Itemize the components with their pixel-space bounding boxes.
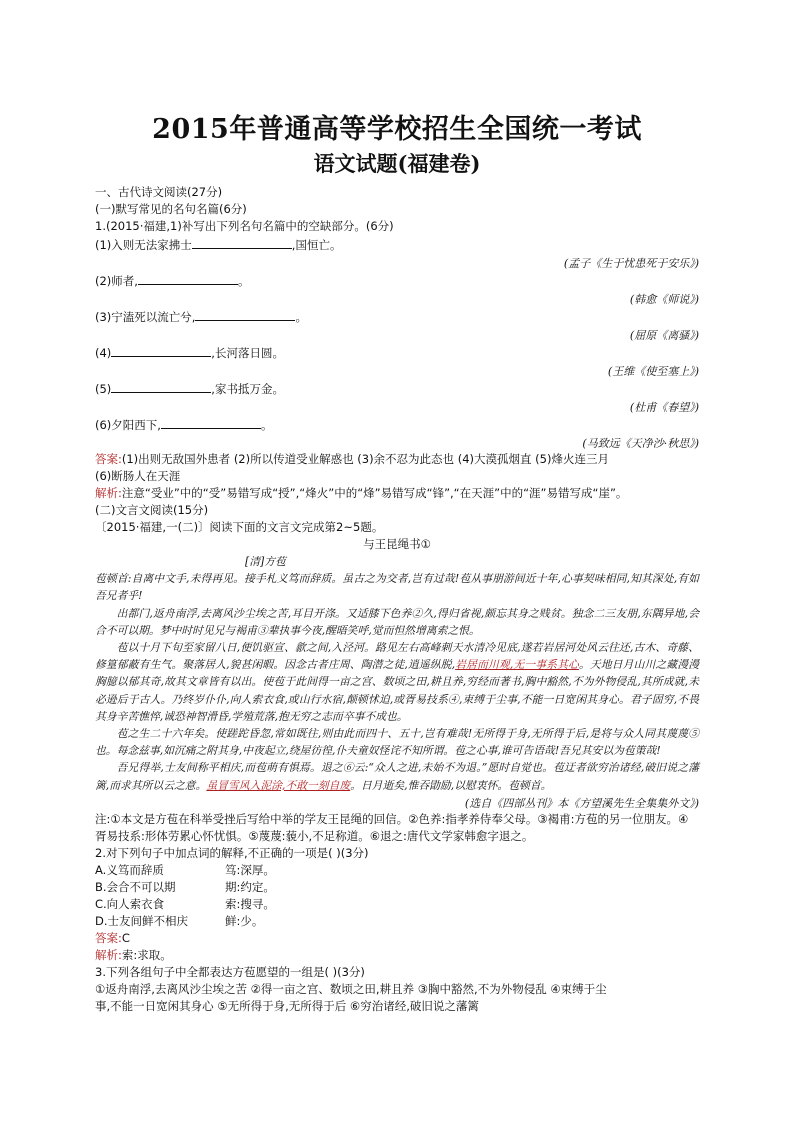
fill-item	[95, 237, 699, 271]
citation: (马致远《天净沙·秋思》)	[582, 437, 699, 450]
highlighted-sentence: 虽冒雪风入泥涂,不敢一刻自废	[206, 778, 351, 792]
explanation-tag: 解析:	[95, 486, 122, 500]
answer-blank[interactable]	[192, 237, 292, 249]
answer-text: C	[121, 930, 130, 945]
option-text: A.义笃而辞质	[95, 862, 164, 877]
question-3-stem: 3.下列各组句子中全都表达方苞愿望的一组是( )(3分)	[95, 964, 365, 979]
essay-source: (选自《四部丛刊》本《方望溪先生全集集外文》)	[464, 796, 699, 810]
fill-prefix: (3)宁溘死以流亡兮,	[95, 310, 196, 324]
fill-suffix: 。	[295, 310, 307, 324]
fill-prefix: (5)	[95, 382, 112, 396]
citation: (韩愈《师说》)	[629, 293, 699, 306]
page-title: 2015年普通高等学校招生全国统一考试	[152, 114, 642, 145]
question-3-items: ①返舟南浮,去离风沙尘埃之苦 ②得一亩之宫、数顷之田,耕且养 ③胸中豁然,不为外物侵乱 ④束缚于尘	[95, 981, 607, 996]
fill-item	[95, 381, 699, 415]
fill-suffix: 。	[260, 418, 273, 432]
part-heading-2: (二)文言文阅读(15分)	[95, 503, 209, 517]
essay-text: 吾兄得举,士友间称平相庆,而苞萌有惧焉。退之⑥云:“众人之进,未始不为退。”愿时自觉也。苞迂者欲穷治诸经,破旧说之藩篱,而求其所以云之意。	[95, 761, 699, 792]
answer-tag: 答案:	[95, 930, 122, 945]
explanation-2	[95, 947, 699, 964]
fill-prefix: (2)师者,	[95, 274, 138, 288]
fill-suffix: ,长河落日圆。	[211, 346, 284, 360]
answer-blank[interactable]	[161, 417, 261, 429]
option-text: B.会合不可以期	[95, 879, 176, 894]
part-2-intro: 〔2015·福建,一(二)〕阅读下面的文言文完成第2~5题。	[95, 520, 384, 534]
explanation-text: 注意“受业”中的“受”易错写成“授”,“烽火”中的“烽”易错写成“锋”,“在天涯”中的“涯”易错写成“崖”。	[121, 486, 628, 500]
option-gloss: 笃:深厚。	[225, 862, 275, 877]
fill-suffix: ,家书抵万金。	[211, 382, 284, 396]
citation: (孟子《生于忧患死于安乐》)	[563, 257, 699, 270]
page-subtitle: 语文试题(福建卷)	[313, 151, 481, 176]
section-heading: 一、古代诗文阅读(27分)	[95, 185, 223, 199]
annotations: 注:①本文是方苞在科举受挫后写给中举的学友王昆绳的回信。②色养:指孝养侍奉父母。③褐甫:方苞的另一位朋友。④胥易技系:形体劳累心怀忧惧。⑤蔑蔑:藐小,不足称道。⑥退之:唐代文学家韩愈字退之。	[95, 811, 689, 843]
fill-prefix: (6)夕阳西下,	[95, 418, 161, 432]
essay-author: [清]方苞	[245, 555, 286, 568]
option-text: C.向人索衣食	[95, 896, 165, 911]
answer-blank[interactable]	[138, 273, 238, 285]
essay-text: 。日月逝矣,惟吞勖励,以慰衷怀。苞顿首。	[350, 778, 552, 792]
exam-page	[95, 112, 699, 1015]
option-text: D.士友间鲜不相庆	[95, 913, 189, 928]
option-c[interactable]	[95, 896, 699, 913]
fill-blank-list	[95, 237, 699, 451]
answer-text: (1)出则无敌国外患者 (2)所以传道受业解惑也 (3)余不忍为此态也 (4)大漠孤烟直 (5)烽火连三月	[121, 452, 609, 466]
citation: (杜甫《春望》)	[629, 401, 699, 414]
option-d[interactable]	[95, 913, 699, 930]
essay-title: 与王昆绳书①	[363, 537, 431, 551]
essay-text: 。天地日月山川之藏漫漫胸臆以郁其奇,故其文章皆有以出。使苞于此间得一亩之宫、数顷之田,耕且养,穷经而著书,胸中豁然,不为外物侵乱,其所成就,未必逊后于古人。乃终岁仆仆,向人索衣食,或山行水宿,颠顿怵迫,或胥易技系④,束缚于尘事,不能一日宽闲其身心。君子固穷,不畏其身辛苦憔悴,诚恐神智滑昏,学殖荒落,抱无穷之志而卒事不成也。	[95, 658, 700, 723]
essay-text: 苞以十月下旬至家留八日,便饥驱宣、歙之间,入泾河。路见左右高峰刺天水清冷见底,遂若岩居河处风云往还,古木、奇藤、修篁郁蔽有生气。聚落居人,貌甚闲暇。因念古者庄周、陶潜之徒,逍遥纵脱,	[95, 641, 699, 672]
option-b[interactable]	[95, 879, 699, 896]
explanation-1	[95, 485, 699, 502]
fill-suffix: ,国恒亡。	[291, 238, 342, 252]
fill-item	[95, 309, 699, 343]
question-1-stem: 1.(2015·福建,1)补写出下列名句名篇中的空缺部分。(6分)	[95, 219, 394, 233]
option-gloss: 鲜:少。	[225, 913, 264, 928]
part-heading-1: (一)默写常见的名句名篇(6分)	[95, 202, 247, 216]
option-a[interactable]	[95, 862, 699, 879]
answer-tag: 答案:	[95, 452, 122, 466]
essay-paragraph	[95, 759, 699, 793]
answer-1-cont: (6)断肠人在天涯	[95, 469, 181, 483]
essay-paragraph: 苞之生二十六年矣。使蹉跎昏忽,常如既往,则由此而四十、五十,岂有难哉!无所得于身,无所得于后,是将与众人同其蔑蔑⑤也。每念兹事,如沉痛之附其身,中夜起立,绕屋彷徨,仆夫童奴怪诧不知所谓。苞之心事,谁可告语哉!吾兄其安以为苞策哉!	[95, 727, 699, 758]
citation: (屈原《离骚》)	[629, 329, 699, 342]
essay-paragraph	[95, 639, 699, 725]
option-gloss: 索:搜寻。	[225, 896, 275, 911]
highlighted-sentence: 岩居而川观,无一事系其心	[455, 658, 579, 672]
answer-2	[95, 930, 699, 947]
fill-item	[95, 417, 699, 451]
essay-paragraph: 苞顿首:自离中文手,未得再见。接手札义笃而辞质。虽古之为交者,岂有过哉!苞从事朋游间近十年,心事契味相同,知其深处,有如吾兄者乎!	[95, 572, 699, 603]
fill-item	[95, 273, 699, 307]
option-gloss: 期:约定。	[225, 879, 275, 894]
fill-item	[95, 345, 699, 379]
answer-blank[interactable]	[195, 309, 295, 321]
fill-suffix: 。	[237, 274, 250, 288]
answer-blank[interactable]	[111, 381, 211, 393]
explanation-text: 索:求取。	[121, 947, 172, 962]
answer-1	[95, 451, 699, 468]
citation: (王维《使至塞上》)	[607, 365, 699, 378]
essay-paragraph: 出都门,返舟南浮,去离风沙尘埃之苦,耳目开涤。又适膝下色养②久,得归省视,颇忘其身之贱贫。独念二三友朋,东隅异地,会合不可以期。梦中时时见兄与褐甫③辈执事今夜,醒晤笑呼,觉而怛然增离索之恨。	[95, 606, 699, 637]
explanation-tag: 解析:	[95, 947, 122, 962]
question-2-stem: 2.对下列句子中加点词的解释,不正确的一项是( )(3分)	[95, 845, 369, 860]
question-2-options	[95, 862, 699, 930]
fill-prefix: (4)	[95, 346, 112, 360]
question-3-items-cont: 事,不能一日宽闲其身心 ⑤无所得于身,无所得于后 ⑥穷治诸经,破旧说之藩篱	[95, 998, 479, 1013]
answer-blank[interactable]	[111, 345, 211, 357]
fill-prefix: (1)入则无法家拂士	[95, 238, 192, 252]
